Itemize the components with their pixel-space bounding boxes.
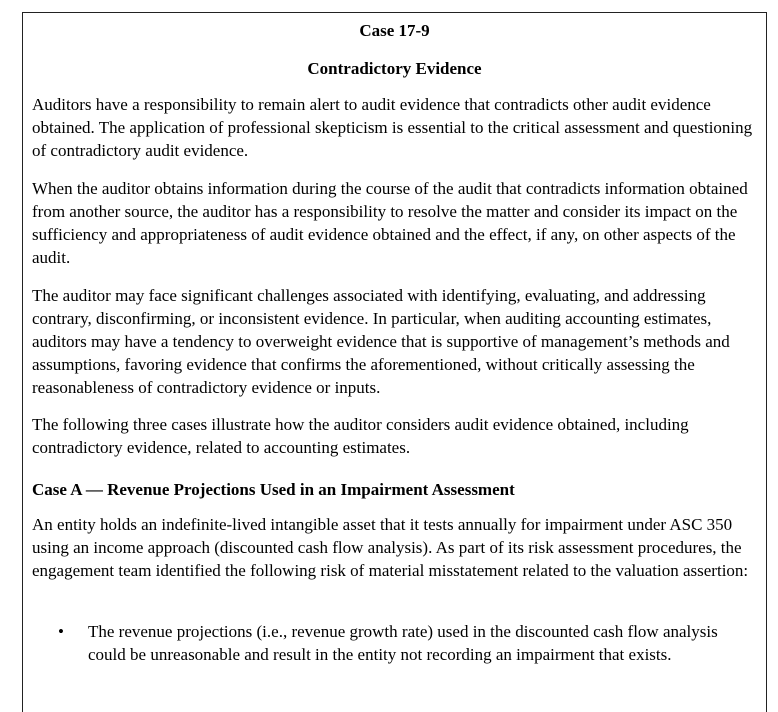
paragraph-responsibility: Auditors have a responsibility to remain alert to audit evidence that contradicts other audit evidence obtained. The application of professional skepticism is essential to the critical assessment and questioning of contradictory audit evidence. [32,95,753,160]
bullet-icon: • [58,622,64,641]
paragraph-challenges: The auditor may face significant challenges associated with identifying, evaluating, and addressing contrary, disconfirming, or inconsistent evidence. In particular, when auditing accounting estimates, auditors may have a tendency to overweight evidence that is supportive of management’s methods and assumptions, favoring evidence that confirms the aforementioned, without critically assessing the reasonableness of contradictory evidence or inputs. [32,286,730,397]
case-a-paragraph: An entity holds an indefinite-lived intangible asset that it tests annually for impairment under ASC 350 using an income approach (discounted cash flow analysis). As part of its risk assessment procedures, the engagement team identified the following risk of material misstatement related to the valuation assertion: [32,515,749,580]
case-a-heading: Case A — Revenue Projections Used in an Impairment Assessment [32,480,515,499]
case-box [22,12,767,712]
paragraph-three-cases: The following three cases illustrate how the auditor considers audit evidence obtained, including contradictory evidence, related to accounting estimates. [32,415,689,457]
case-number: Case 17-9 [359,21,430,40]
case-title: Contradictory Evidence [307,59,482,78]
paragraph-contradicting-information: When the auditor obtains information during the course of the audit that contradicts information obtained from another source, the auditor has a responsibility to resolve the matter and consider its impact on the sufficiency and appropriateness of audit evidence obtained and the effect, if any, on other aspects of the audit. [32,179,748,267]
bullet-text: The revenue projections (i.e., revenue growth rate) used in the discounted cash flow analysis could be unreasonable and result in the entity not recording an impairment that exists. [88,622,718,664]
